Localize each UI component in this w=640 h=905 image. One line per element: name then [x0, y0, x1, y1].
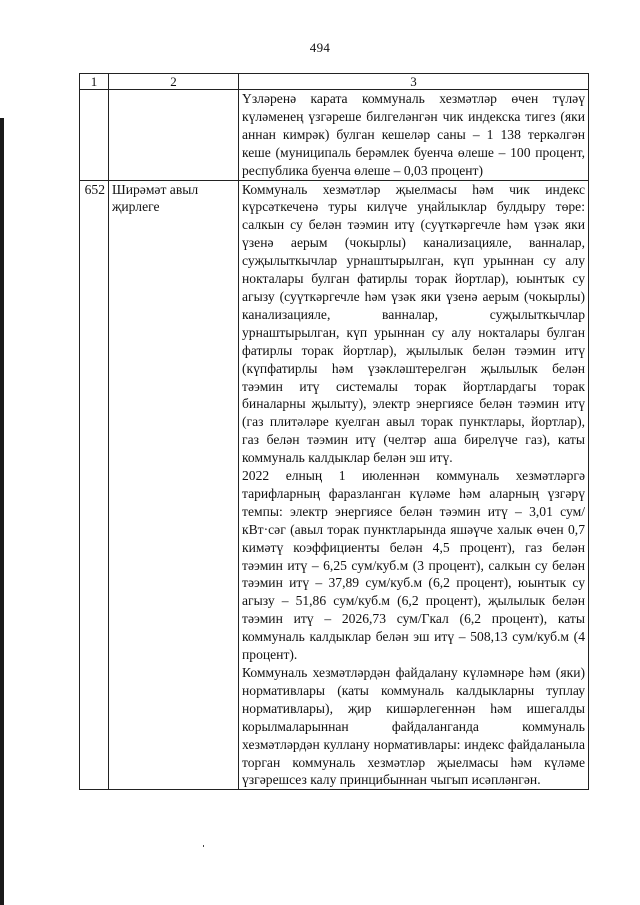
- column-header-2: 2: [109, 74, 239, 90]
- description-paragraph: Коммуналь хезмәтләр җыелмасы һәм чик индекс күрсәткеченә туры килүче уңайлыклар булдыру төре: салкын су белән тәэмин итү (суүткәргечле һәм үзәк яки үзенә аерым (чокырлы) канализацияле, ванналар, суҗылыткычлар урнаштырылган, күп урыннан су алу нокталары булган фатирлы торак йортлар), юынтык су агызу (суүткәргечле һәм үзәк яки үзенә аерым (чокырлы) канализацияле, ванналар, суҗылыткычлар урнаштырылган, күп урыннан су алу нокталары булган фатирлы торак йортлар), җылылык белән тәэмин итү (күпфатирлы һәм үзәкләштерелгән җылылык белән тәэмин итү системалы торак йортлардагы торак биналарны җылыту), электр энергиясе белән тәэмин итү (газ плитәләре куелган авыл торак пунктлары, йортлар), газ белән тәэмин итү (челтәр аша бирелүче газ), каты коммуналь калдыклар белән эш итү.: [242, 181, 585, 466]
- description-paragraph: Үзләренә карата коммуналь хезмәтләр өчен түләү күләменең үзгәреше билгеләнгән чик индекска тигез (яки аннан кимрәк) булган кешеләр саны – 1 138 теркәлгән кеше (муниципаль берәмлек буенча өлеше – 100 процент, республика буенча өлеше – 0,03 процент): [242, 91, 585, 178]
- scan-speck: [203, 845, 204, 847]
- row-number: 652: [80, 180, 109, 790]
- column-header-1: 1: [80, 74, 109, 90]
- municipal-services-table: [79, 73, 589, 790]
- row-name-cell: [109, 90, 239, 181]
- table-row-continued: [80, 90, 589, 181]
- table-header-row: [80, 74, 589, 90]
- column-header-3: 3: [239, 74, 589, 90]
- row-description-cell: [239, 90, 589, 181]
- description-paragraph: Коммуналь хезмәтләрдән файдалану күләмнәре һәм (яки) нормативлары (каты коммуналь калдыкларны туплау нормативлары), җир кишәрлегеннән һәм ишегалды корылмаларыннан файдаланганда коммуналь хезмәтләрдән куллану нормативлары: индекс файдаланыла торган коммуналь хезмәтләр җыелмасы һәм күләме үзгәрешсез калу принцибыннан чыгып исәпләнгән.: [242, 665, 585, 788]
- description-paragraph: 2022 елның 1 июленнән коммуналь хезмәтләргә тарифларның фаразланган күләме һәм аларның үзгәрү темпы: электр энергиясе белән тәэмин итү – 3,01 сум/кВт·сәг (авыл торак пунктларында яшәүче халык өчен 0,7 кимәтү коэффициенты белән 4,5 процент), газ белән тәэмин итү – 6,25 сум/куб.м (3 процент), салкын су белән тәэмин итү – 37,89 сум/куб.м (6,2 процент), юынтык су агызу – 51,86 сум/куб.м (6,2 процент), җылылык белән тәэмин итү – 2026,73 сум/Гкал (6,2 процент), каты коммуналь калдыклар белән эш итү – 508,13 сум/куб.м (4 процент).: [242, 468, 585, 663]
- page-number: 494: [309, 40, 331, 55]
- row-number-cell: [80, 90, 109, 181]
- row-description-cell: [239, 180, 589, 790]
- table-row-652: [80, 180, 589, 790]
- settlement-name: Ширәмәт авыл җирлеге: [109, 180, 239, 790]
- scan-edge-shadow: [0, 118, 4, 905]
